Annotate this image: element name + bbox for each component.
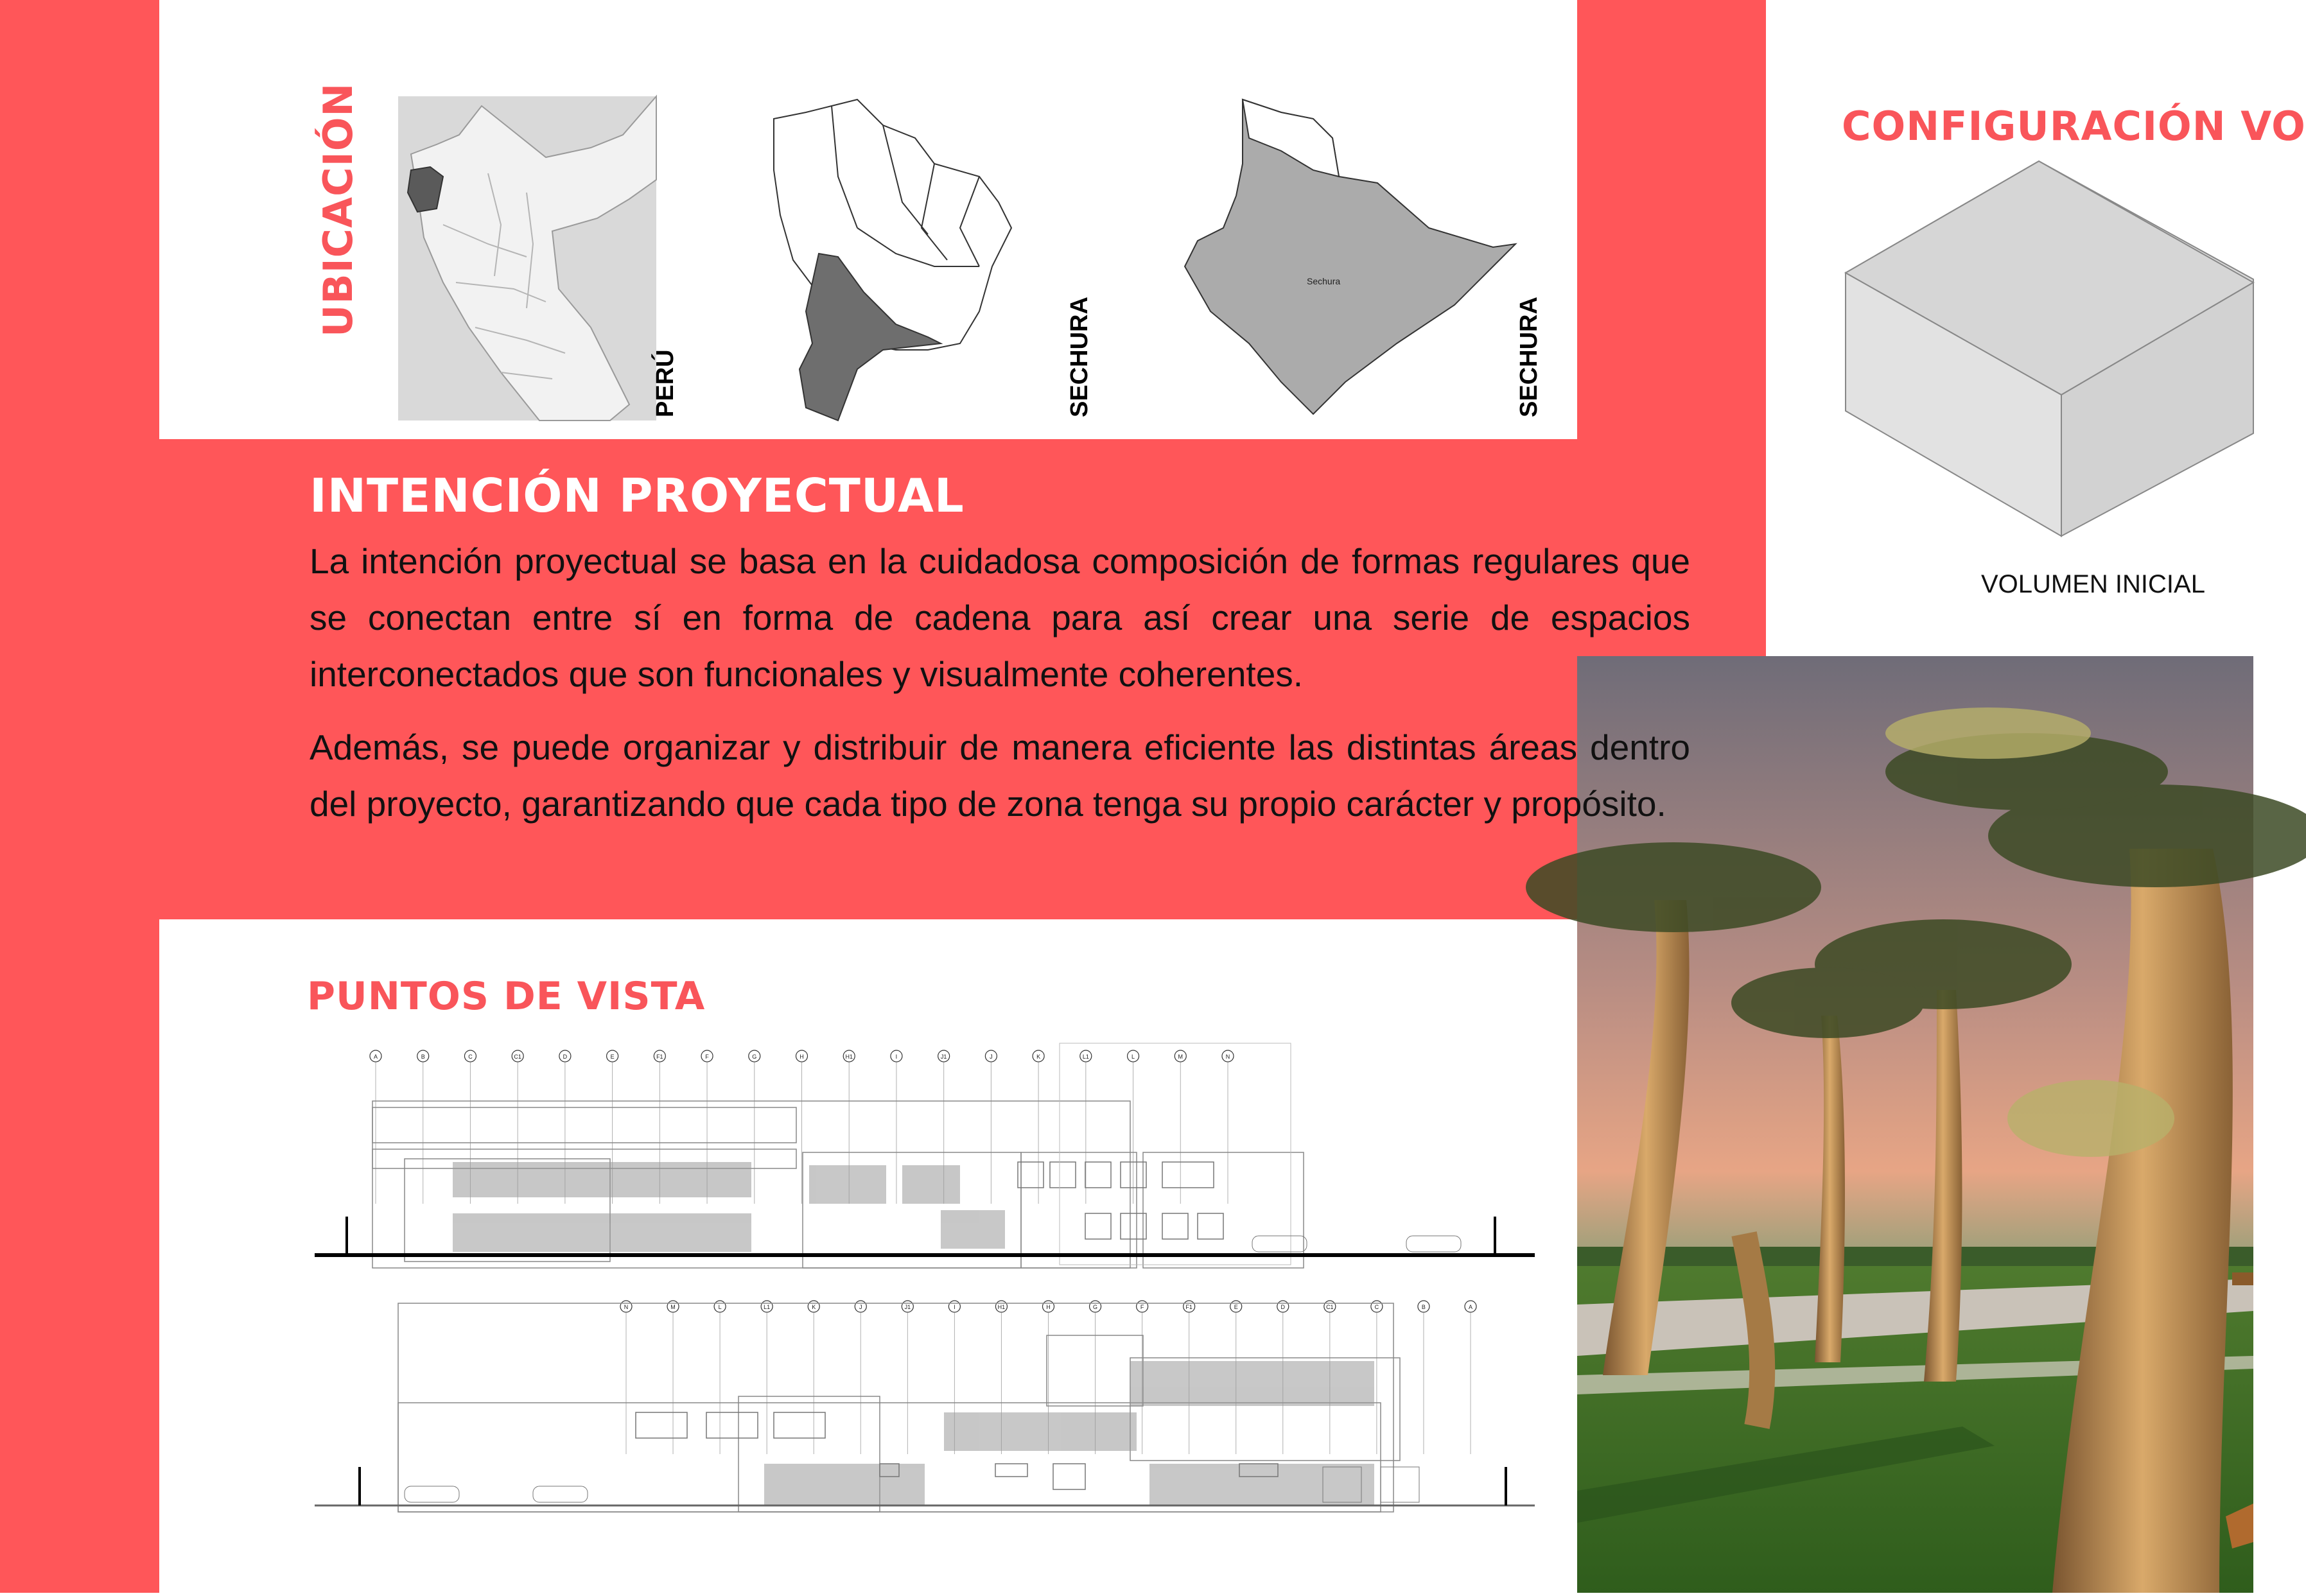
axis-marker-label: G [752, 1054, 757, 1060]
axis-marker-label: F [705, 1054, 709, 1060]
sechura-map [1185, 100, 1515, 417]
initial-volume-isometric [1843, 157, 2253, 542]
viewpoints-title: PUNTOS DE VISTA [307, 974, 706, 1019]
peru-map [398, 96, 656, 421]
axis-marker-label: N [1225, 1054, 1230, 1060]
axis-marker-label: A [1468, 1304, 1473, 1310]
axis-marker-label: J [990, 1054, 993, 1060]
axis-marker-label: J1 [940, 1054, 947, 1060]
axis-marker-label: M [670, 1304, 676, 1310]
axis-marker-label: M [1178, 1054, 1184, 1060]
map-label-sechura-1: SECHURA [1066, 297, 1093, 417]
axis-marker-label: L1 [764, 1304, 771, 1310]
axis-marker-label: K [1036, 1054, 1041, 1060]
sechura-inner-label: Sechura [1307, 276, 1341, 286]
axis-marker-label: D [1280, 1304, 1286, 1310]
elevation-drawing-top [315, 1043, 1541, 1265]
intention-title: INTENCIÓN PROYECTUAL [310, 469, 965, 523]
axis-marker-label: I [895, 1054, 898, 1060]
map-label-peru: PERÚ [652, 349, 679, 417]
axis-marker-label: C1 [1326, 1304, 1334, 1310]
axis-marker-label: L [1131, 1054, 1135, 1060]
elevation-drawing-bottom [315, 1294, 1541, 1515]
axis-marker-label: H [799, 1054, 804, 1060]
axis-marker-label: K [812, 1304, 816, 1310]
intention-paragraph-2: Además, se puede organizar y distribuir de manera eficiente las distintas áreas dentro del proyecto, garantizando que cada tipo de zona tenga su propio carácter y propósito. [310, 727, 1690, 824]
axis-marker-label: L [718, 1304, 722, 1310]
axis-marker-label: E [1234, 1304, 1238, 1310]
piura-map [767, 100, 1069, 421]
map-label-sechura-2: SECHURA [1515, 297, 1542, 417]
axis-marker-label: E [610, 1054, 615, 1060]
volume-caption: VOLUMEN INICIAL [1981, 570, 2205, 598]
configuration-title: CONFIGURACIÓN VO [1842, 103, 2306, 150]
axis-marker-label: C [468, 1054, 473, 1060]
axis-marker-label: A [373, 1054, 378, 1060]
axis-marker-label: B [421, 1054, 425, 1060]
axis-marker-label: I [954, 1304, 956, 1310]
axis-marker-label: H [1046, 1304, 1051, 1310]
left-accent-band [0, 0, 159, 1593]
axis-marker-label: J [859, 1304, 862, 1310]
axis-marker-label: D [563, 1054, 568, 1060]
axis-marker-label: F [1140, 1304, 1144, 1310]
axis-marker-label: F1 [656, 1054, 663, 1060]
axis-marker-label: C1 [514, 1054, 521, 1060]
axis-marker-label: N [624, 1304, 629, 1310]
intention-paragraph-1: La intención proyectual se basa en la cuidadosa composición de formas regulares que se conectan entre sí en forma de cadena para así crear una serie de espacios interconectados que son funcionales y visualmente coherentes. [310, 541, 1690, 694]
axis-marker-label: G [1093, 1304, 1098, 1310]
axis-marker-label: C [1374, 1304, 1379, 1310]
axis-marker-label: F1 [1185, 1304, 1192, 1310]
axis-marker-label: B [1421, 1304, 1426, 1310]
intention-body [310, 533, 1690, 832]
axis-marker-label: H1 [845, 1054, 853, 1060]
axis-marker-label: J1 [904, 1304, 911, 1310]
location-title: UBICACIÓN [315, 82, 362, 337]
axis-marker-label: H1 [997, 1304, 1006, 1310]
axis-marker-label: L1 [1082, 1054, 1089, 1060]
